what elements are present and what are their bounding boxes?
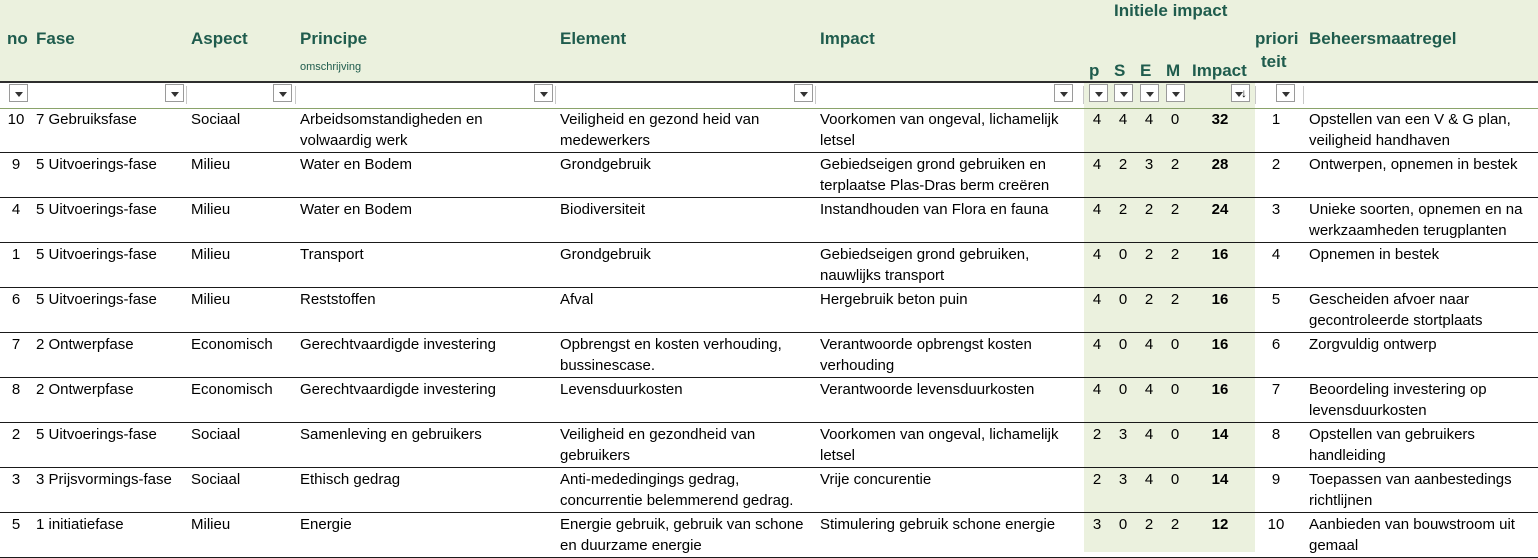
cell-e: 4 (1144, 111, 1154, 128)
cell-prio: 2 (1271, 156, 1281, 173)
cell-aspect: Economisch (191, 381, 273, 398)
cell-s: 0 (1118, 381, 1128, 398)
filter-divider (1255, 86, 1256, 104)
filter-divider (186, 86, 187, 104)
filter-dropdown-p[interactable] (1089, 84, 1108, 102)
cell-impact: Gebiedseigen grond gebruiken, (820, 246, 1030, 263)
cell-p: 2 (1092, 426, 1102, 443)
cell-s: 2 (1118, 156, 1128, 173)
cell-score: 24 (1211, 201, 1229, 218)
cell-prio: 1 (1271, 111, 1281, 128)
cell-p: 3 (1092, 516, 1102, 533)
table-row[interactable] (0, 377, 1538, 423)
cell-element: gebruikers (560, 447, 631, 464)
cell-prio: 8 (1271, 426, 1281, 443)
cell-aspect: Milieu (191, 246, 231, 263)
cell-element: medewerkers (560, 132, 651, 149)
cell-m: 2 (1170, 156, 1180, 173)
cell-score: 16 (1211, 381, 1229, 398)
cell-aspect: Milieu (191, 516, 231, 533)
cell-m: 0 (1170, 381, 1180, 398)
cell-principe: Gerechtvaardigde investering (300, 381, 496, 398)
header-aspect: Aspect (191, 29, 248, 48)
cell-m: 2 (1170, 516, 1180, 533)
header-p: p (1089, 61, 1100, 80)
cell-impact: nauwlijks transport (820, 267, 945, 284)
cell-p: 4 (1092, 156, 1102, 173)
cell-element: Grondgebruik (560, 246, 651, 263)
cell-no: 2 (11, 426, 21, 443)
header-e: E (1140, 61, 1152, 80)
cell-maatregel: Beoordeling investering op (1309, 381, 1487, 398)
cell-e: 3 (1144, 156, 1154, 173)
filter-divider (295, 86, 296, 104)
cell-principe: volwaardig werk (300, 132, 408, 149)
cell-m: 0 (1170, 471, 1180, 488)
cell-no: 3 (11, 471, 21, 488)
cell-fase: 5 Uitvoerings-fase (36, 426, 157, 443)
cell-score: 32 (1211, 111, 1229, 128)
header-m: M (1166, 61, 1181, 80)
cell-score: 14 (1211, 471, 1229, 488)
cell-aspect: Milieu (191, 201, 231, 218)
cell-principe: Transport (300, 246, 364, 263)
filter-dropdown-impact[interactable] (794, 84, 813, 102)
cell-prio: 10 (1267, 516, 1285, 533)
cell-e: 2 (1144, 516, 1154, 533)
cell-maatregel: gemaal (1309, 537, 1359, 554)
cell-element: concurrentie belemmerend gedrag. (560, 492, 794, 509)
header-group-initiele-impact: Initiele impact (1114, 1, 1228, 20)
cell-fase: 5 Uitvoerings-fase (36, 246, 157, 263)
cell-element: Biodiversiteit (560, 201, 646, 218)
cell-impact: Voorkomen van ongeval, lichamelijk (820, 426, 1059, 443)
cell-fase: 3 Prijsvormings-fase (36, 471, 172, 488)
cell-no: 5 (11, 516, 21, 533)
cell-maatregel: veiligheid handhaven (1309, 132, 1450, 149)
cell-fase: 2 Ontwerpfase (36, 381, 134, 398)
header-element: Element (560, 29, 627, 48)
cell-m: 2 (1170, 246, 1180, 263)
cell-e: 4 (1144, 426, 1154, 443)
cell-s: 0 (1118, 516, 1128, 533)
cell-aspect: Economisch (191, 336, 273, 353)
cell-element: Levensduurkosten (560, 381, 683, 398)
cell-fase: 7 Gebruiksfase (36, 111, 137, 128)
cell-principe: Reststoffen (300, 291, 376, 308)
cell-principe: Samenleving en gebruikers (300, 426, 482, 443)
cell-s: 3 (1118, 426, 1128, 443)
cell-element: bussinescase. (560, 357, 656, 374)
cell-maatregel: werkzaamheden terugplanten (1309, 222, 1507, 239)
table-row[interactable] (0, 422, 1538, 468)
cell-aspect: Sociaal (191, 471, 241, 488)
cell-element: Opbrengst en kosten verhouding, (560, 336, 782, 353)
cell-aspect: Milieu (191, 156, 231, 173)
table-row[interactable] (0, 107, 1538, 153)
cell-no: 4 (11, 201, 21, 218)
header-s: S (1114, 61, 1126, 80)
cell-s: 2 (1118, 201, 1128, 218)
cell-principe: Water en Bodem (300, 201, 412, 218)
cell-maatregel: Gescheiden afvoer naar (1309, 291, 1470, 308)
table-row[interactable] (0, 197, 1538, 243)
cell-p: 4 (1092, 246, 1102, 263)
cell-p: 4 (1092, 201, 1102, 218)
cell-s: 0 (1118, 336, 1128, 353)
cell-maatregel: Ontwerpen, opnemen in bestek (1309, 156, 1518, 173)
filter-divider (1083, 86, 1084, 104)
cell-score: 12 (1211, 516, 1229, 533)
cell-prio: 6 (1271, 336, 1281, 353)
cell-element: Energie gebruik, gebruik van schone (560, 516, 804, 533)
cell-prio: 7 (1271, 381, 1281, 398)
cell-score: 14 (1211, 426, 1229, 443)
cell-prio: 9 (1271, 471, 1281, 488)
cell-m: 0 (1170, 111, 1180, 128)
cell-impact: letsel (820, 447, 856, 464)
cell-principe: Water en Bodem (300, 156, 412, 173)
header-fase: Fase (36, 29, 75, 48)
cell-impact: Voorkomen van ongeval, lichamelijk (820, 111, 1059, 128)
cell-aspect: Sociaal (191, 111, 241, 128)
cell-m: 2 (1170, 291, 1180, 308)
cell-maatregel: Opstellen van gebruikers (1309, 426, 1475, 443)
cell-maatregel: Zorgvuldig ontwerp (1309, 336, 1437, 353)
filter-dropdown-prioriteit[interactable] (1276, 84, 1295, 102)
cell-aspect: Milieu (191, 291, 231, 308)
cell-element: Veiligheid en gezond heid van (560, 111, 760, 128)
cell-e: 2 (1144, 291, 1154, 308)
cell-m: 0 (1170, 426, 1180, 443)
cell-s: 3 (1118, 471, 1128, 488)
cell-s: 0 (1118, 291, 1128, 308)
filter-dropdown-impact-text[interactable] (1054, 84, 1073, 102)
cell-principe: Energie (300, 516, 352, 533)
cell-no: 1 (11, 246, 21, 263)
table-row[interactable] (0, 287, 1538, 333)
table-row[interactable] (0, 332, 1538, 378)
cell-e: 2 (1144, 246, 1154, 263)
table-row[interactable] (0, 512, 1538, 558)
header-no: no (7, 29, 28, 48)
cell-impact: Instandhouden van Flora en fauna (820, 201, 1049, 218)
cell-aspect: Sociaal (191, 426, 241, 443)
table-row[interactable] (0, 152, 1538, 198)
cell-prio: 5 (1271, 291, 1281, 308)
cell-impact: Verantwoorde opbrengst kosten (820, 336, 1032, 353)
cell-maatregel: Unieke soorten, opnemen en na (1309, 201, 1523, 218)
cell-p: 4 (1092, 111, 1102, 128)
cell-no: 8 (11, 381, 21, 398)
cell-maatregel: Aanbieden van bouwstroom uit (1309, 516, 1515, 533)
cell-element: Anti-mededingings gedrag, (560, 471, 740, 488)
cell-impact: Hergebruik beton puin (820, 291, 968, 308)
filter-dropdown-e[interactable] (1140, 84, 1159, 102)
cell-score: 16 (1211, 291, 1229, 308)
filter-dropdown-s[interactable] (1114, 84, 1133, 102)
cell-maatregel: handleiding (1309, 447, 1386, 464)
header-impact: Impact (820, 29, 875, 48)
cell-no: 6 (11, 291, 21, 308)
filter-dropdown-m[interactable] (1166, 84, 1185, 102)
cell-impact: terplaatse Plas-Dras berm creëren (820, 177, 1050, 194)
filter-divider (1303, 86, 1304, 104)
filter-dropdown-element[interactable] (534, 84, 553, 102)
header-prioriteit-line1: priori (1255, 29, 1299, 48)
cell-score: 28 (1211, 156, 1229, 173)
cell-s: 4 (1118, 111, 1128, 128)
cell-no: 10 (7, 111, 25, 128)
cell-prio: 4 (1271, 246, 1281, 263)
filter-dropdown-fase[interactable] (9, 84, 28, 102)
cell-element: Grondgebruik (560, 156, 651, 173)
cell-fase: 2 Ontwerpfase (36, 336, 134, 353)
cell-maatregel: Opstellen van een V & G plan, (1309, 111, 1511, 128)
filter-dropdown-principe[interactable] (273, 84, 292, 102)
cell-element: en duurzame energie (560, 537, 702, 554)
cell-p: 4 (1092, 381, 1102, 398)
cell-maatregel: levensduurkosten (1309, 402, 1427, 419)
cell-prio: 3 (1271, 201, 1281, 218)
cell-p: 2 (1092, 471, 1102, 488)
cell-principe: Gerechtvaardigde investering (300, 336, 496, 353)
cell-impact: Stimulering gebruik schone energie (820, 516, 1056, 533)
cell-m: 2 (1170, 201, 1180, 218)
header-beheersmaatregel: Beheersmaatregel (1309, 29, 1457, 48)
cell-fase: 1 initiatiefase (36, 516, 124, 533)
cell-fase: 5 Uitvoerings-fase (36, 201, 157, 218)
cell-s: 0 (1118, 246, 1128, 263)
cell-e: 2 (1144, 201, 1154, 218)
header-impact-score: Impact (1192, 61, 1247, 80)
cell-impact: Vrije concurentie (820, 471, 932, 488)
sort-descending-icon: ↓ (1241, 86, 1247, 100)
cell-impact: verhouding (820, 357, 895, 374)
cell-no: 7 (11, 336, 21, 353)
cell-p: 4 (1092, 336, 1102, 353)
header-principe: Principe (300, 29, 368, 48)
cell-maatregel: Opnemen in bestek (1309, 246, 1440, 263)
table-row[interactable] (0, 242, 1538, 288)
table-row[interactable] (0, 467, 1538, 513)
filter-divider (555, 86, 556, 104)
cell-impact: Gebiedseigen grond gebruiken en (820, 156, 1047, 173)
cell-principe: Arbeidsomstandigheden en (300, 111, 483, 128)
cell-no: 9 (11, 156, 21, 173)
cell-e: 4 (1144, 381, 1154, 398)
filter-row (0, 81, 1538, 109)
filter-divider (815, 86, 816, 104)
cell-maatregel: Toepassen van aanbestedings (1309, 471, 1512, 488)
header-principe-sub: omschrijving (300, 61, 362, 73)
cell-e: 4 (1144, 336, 1154, 353)
filter-dropdown-impact-score-sorted[interactable] (1231, 84, 1250, 102)
cell-element: Veiligheid en gezondheid van (560, 426, 756, 443)
filter-dropdown-aspect[interactable] (165, 84, 184, 102)
cell-score: 16 (1211, 246, 1229, 263)
cell-element: Afval (560, 291, 594, 308)
cell-maatregel: richtlijnen (1309, 492, 1373, 509)
cell-fase: 5 Uitvoerings-fase (36, 291, 157, 308)
cell-p: 4 (1092, 291, 1102, 308)
cell-principe: Ethisch gedrag (300, 471, 401, 488)
header-prioriteit-line2: teit (1261, 52, 1287, 71)
cell-maatregel: gecontroleerde stortplaats (1309, 312, 1483, 329)
cell-impact: Verantwoorde levensduurkosten (820, 381, 1035, 398)
cell-fase: 5 Uitvoerings-fase (36, 156, 157, 173)
cell-score: 16 (1211, 336, 1229, 353)
cell-impact: letsel (820, 132, 856, 149)
cell-m: 0 (1170, 336, 1180, 353)
cell-e: 4 (1144, 471, 1154, 488)
